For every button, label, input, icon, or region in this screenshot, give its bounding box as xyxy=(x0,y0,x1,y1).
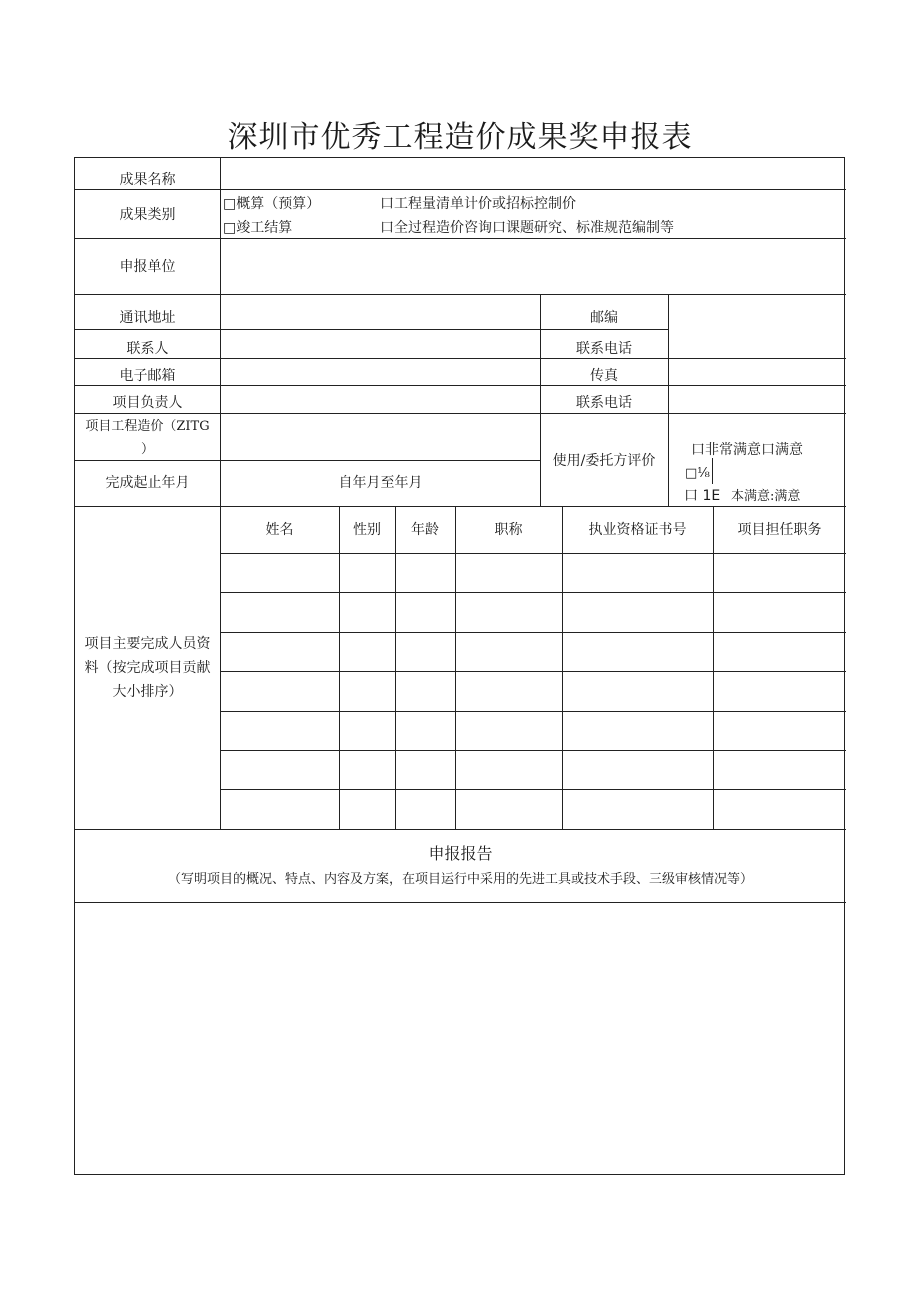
address-label: 通讯地址 xyxy=(119,310,176,326)
form-title: 深圳市优秀工程造价成果奖申报表 xyxy=(227,120,693,155)
evaluation-option-basic[interactable]: 本满意:满意 xyxy=(731,489,801,504)
personnel-label-line1: 项目主要完成人员资 xyxy=(84,636,211,652)
project-lead-field[interactable] xyxy=(221,386,539,413)
table-row[interactable] xyxy=(221,751,845,789)
col-header-name: 姓名 xyxy=(265,522,294,538)
col-header-title: 职称 xyxy=(494,522,523,538)
result-name-label: 成果名称 xyxy=(119,172,176,188)
evaluation-option-unclear[interactable]: □⅛ xyxy=(685,466,710,481)
table-row[interactable] xyxy=(221,554,845,592)
contact-phone-label: 联系电话 xyxy=(576,341,632,357)
table-row[interactable] xyxy=(221,672,845,711)
fax-label: 传真 xyxy=(590,368,618,384)
personnel-label-line2: 料（按完成项目贡献 xyxy=(84,660,211,676)
cost-label-line1: 项目工程造价（ZITG xyxy=(85,419,210,434)
table-row[interactable] xyxy=(221,633,845,671)
col-header-role: 项目担任职务 xyxy=(737,522,822,538)
contact-field[interactable] xyxy=(221,330,539,358)
unit-label: 申报单位 xyxy=(119,259,176,275)
col-header-age: 年龄 xyxy=(411,522,439,538)
table-row[interactable] xyxy=(221,593,845,632)
fax-field[interactable] xyxy=(669,359,845,385)
report-heading: 申报报告 xyxy=(428,844,493,863)
report-body-field[interactable] xyxy=(76,903,845,1175)
report-note: （写明项目的概况、特点、内容及方案，在项目运行中采用的先进工具或技术手段、三级审核情况等） xyxy=(167,872,753,887)
unit-field[interactable] xyxy=(221,239,845,294)
contact-label: 联系人 xyxy=(126,341,169,357)
budget-checkbox[interactable]: □概算（预算） xyxy=(223,196,321,212)
cost-label-line2: ） xyxy=(140,442,154,457)
email-label: 电子邮箱 xyxy=(119,368,176,384)
result-type-label: 成果类别 xyxy=(119,207,176,223)
consult-checkbox[interactable]: 口全过程造价咨询口课题研究、标准规范编制等 xyxy=(380,220,674,236)
settlement-checkbox[interactable]: □竣工结算 xyxy=(223,220,293,236)
col-header-certificate: 执业资格证书号 xyxy=(588,522,687,538)
personnel-label-line3: 大小排序） xyxy=(112,684,183,700)
cost-field[interactable] xyxy=(221,414,539,460)
email-field[interactable] xyxy=(221,359,539,385)
evaluation-option-satisfied[interactable]: 口非常满意口满意 xyxy=(691,442,803,458)
table-row[interactable] xyxy=(221,790,845,829)
table-row[interactable] xyxy=(221,712,845,750)
project-lead-label: 项目负责人 xyxy=(112,395,183,411)
evaluation-label: 使用/委托方评价 xyxy=(552,453,656,469)
postcode-field[interactable] xyxy=(669,295,845,329)
postcode-label: 邮编 xyxy=(590,310,618,326)
application-form xyxy=(74,157,845,1175)
period-label: 完成起止年月 xyxy=(105,475,190,491)
evaluation-option-prefix[interactable]: 口 1E xyxy=(684,488,721,504)
contact-phone-field[interactable] xyxy=(669,330,845,358)
bill-checkbox[interactable]: 口工程量清单计价或招标控制价 xyxy=(380,196,576,212)
lead-phone-label: 联系电话 xyxy=(576,395,632,411)
result-name-field[interactable] xyxy=(221,159,845,189)
col-header-gender: 性别 xyxy=(353,522,381,538)
period-value[interactable]: 自年月至年月 xyxy=(338,475,423,491)
lead-phone-field[interactable] xyxy=(669,386,845,413)
address-field[interactable] xyxy=(221,295,539,329)
